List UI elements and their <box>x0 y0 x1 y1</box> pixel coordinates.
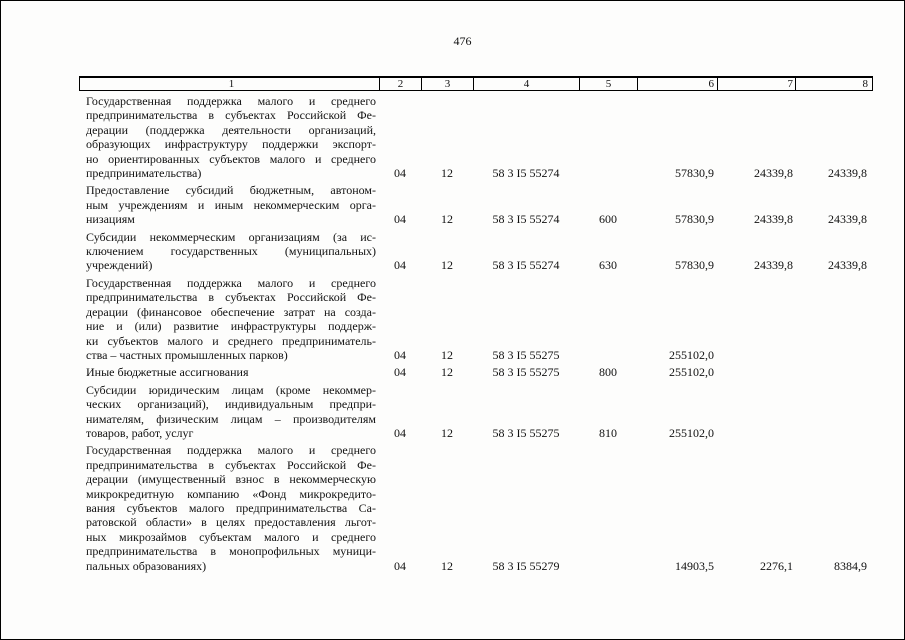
table-row <box>79 443 873 573</box>
cell-col-6: 57830,9 <box>675 258 714 273</box>
column-header-7: 7 <box>718 78 796 90</box>
cell-col-2: 04 <box>394 212 406 227</box>
cell-col-5: 630 <box>599 258 617 273</box>
cell-col-7: 24339,8 <box>754 212 793 227</box>
cell-col-3: 12 <box>441 347 453 362</box>
cell-col-5: 600 <box>599 212 617 227</box>
cell-col-3: 12 <box>441 425 453 440</box>
cell-col-2: 04 <box>394 258 406 273</box>
column-header-6: 6 <box>638 78 718 90</box>
table-row <box>79 365 873 379</box>
row-description: Государственная поддержка малого и среднего предпринимательства в субъектах Российской Фе- дерации (имущественный взнос в некоммерческую микрокредитную компанию «Фонд микрокредито- вания субъектов малого предпринимательства Са- ратовской области» в целях предоставления льгот- ных микрозаймов субъектам малого и среднего предпринимательства в монопрофильных муници- пальных образованиях) <box>86 443 376 573</box>
page-number: 476 <box>453 34 472 48</box>
cell-col-8: 24339,8 <box>828 258 867 273</box>
column-header-8: 8 <box>862 78 868 90</box>
table-row <box>79 276 873 362</box>
cell-col-5: 800 <box>599 365 617 380</box>
row-description: Предоставление субсидий бюджетным, автоном- ным учреждениям и иным некоммерческим орга- низациям <box>86 183 376 227</box>
cell-col-2: 04 <box>394 558 406 573</box>
table-row <box>79 383 873 441</box>
cell-col-4: 58 3 I5 55274 <box>492 212 560 227</box>
column-header-5: 5 <box>580 78 638 90</box>
cell-col-6: 14903,5 <box>675 558 714 573</box>
cell-col-2: 04 <box>394 425 406 440</box>
cell-col-2: 04 <box>394 365 406 380</box>
cell-col-6: 255102,0 <box>669 365 714 380</box>
cell-col-7: 24339,8 <box>754 166 793 181</box>
column-header-1: 1 <box>80 78 380 90</box>
cell-col-8: 24339,8 <box>828 212 867 227</box>
cell-col-4: 58 3 I5 55274 <box>492 166 560 181</box>
cell-col-3: 12 <box>441 212 453 227</box>
cell-col-6: 255102,0 <box>669 347 714 362</box>
row-description: Государственная поддержка малого и среднего предпринимательства в субъектах Российской Фе- дерации (поддержка деятельности организаций, образующих инфраструктуру поддержки экспорт- но ориентированных субъектов малого и среднего предпринимательства) <box>86 94 376 181</box>
row-description: Государственная поддержка малого и среднего предпринимательства в субъектах Российской Фе- дерации (финансовое обеспечение затрат на созда- ние и (или) развитие инфраструктуры поддерж- ки субъектов малого и среднего предприниматель- ства – частных промышленных парков) <box>86 275 376 362</box>
cell-col-3: 12 <box>441 558 453 573</box>
table-row <box>79 230 873 273</box>
cell-col-3: 12 <box>441 365 453 380</box>
column-header-3: 3 <box>422 78 474 90</box>
cell-col-2: 04 <box>394 347 406 362</box>
cell-col-5: 810 <box>599 425 617 440</box>
cell-col-2: 04 <box>394 166 406 181</box>
cell-col-6: 57830,9 <box>675 166 714 181</box>
table-header-row <box>79 76 873 91</box>
row-description: Иные бюджетные ассигнования <box>86 365 249 380</box>
cell-col-6: 255102,0 <box>669 425 714 440</box>
cell-col-7: 2276,1 <box>760 558 793 573</box>
cell-col-6: 57830,9 <box>675 212 714 227</box>
cell-col-4: 58 3 I5 55275 <box>492 365 560 380</box>
table-row <box>79 94 873 180</box>
cell-col-3: 12 <box>441 166 453 181</box>
cell-col-7: 24339,8 <box>754 258 793 273</box>
row-description: Субсидии юридическим лицам (кроме некоммер- ческих организаций), индивидуальным предпри- нимателям, физическим лицам – производителям товаров, работ, услуг <box>86 382 376 440</box>
cell-col-4: 58 3 I5 55274 <box>492 258 560 273</box>
cell-col-3: 12 <box>441 258 453 273</box>
cell-col-8: 24339,8 <box>828 166 867 181</box>
cell-col-8: 8384,9 <box>834 558 867 573</box>
cell-col-4: 58 3 I5 55275 <box>492 347 560 362</box>
row-description: Субсидии некоммерческим организациям (за ис- ключением государственных (муниципальных) учреждений) <box>86 229 376 273</box>
budget-table <box>79 76 873 576</box>
column-header-4: 4 <box>474 78 580 90</box>
table-body <box>79 91 873 573</box>
cell-col-4: 58 3 I5 55279 <box>492 558 560 573</box>
column-header-2: 2 <box>380 78 422 90</box>
cell-col-4: 58 3 I5 55275 <box>492 425 560 440</box>
table-row <box>79 183 873 226</box>
